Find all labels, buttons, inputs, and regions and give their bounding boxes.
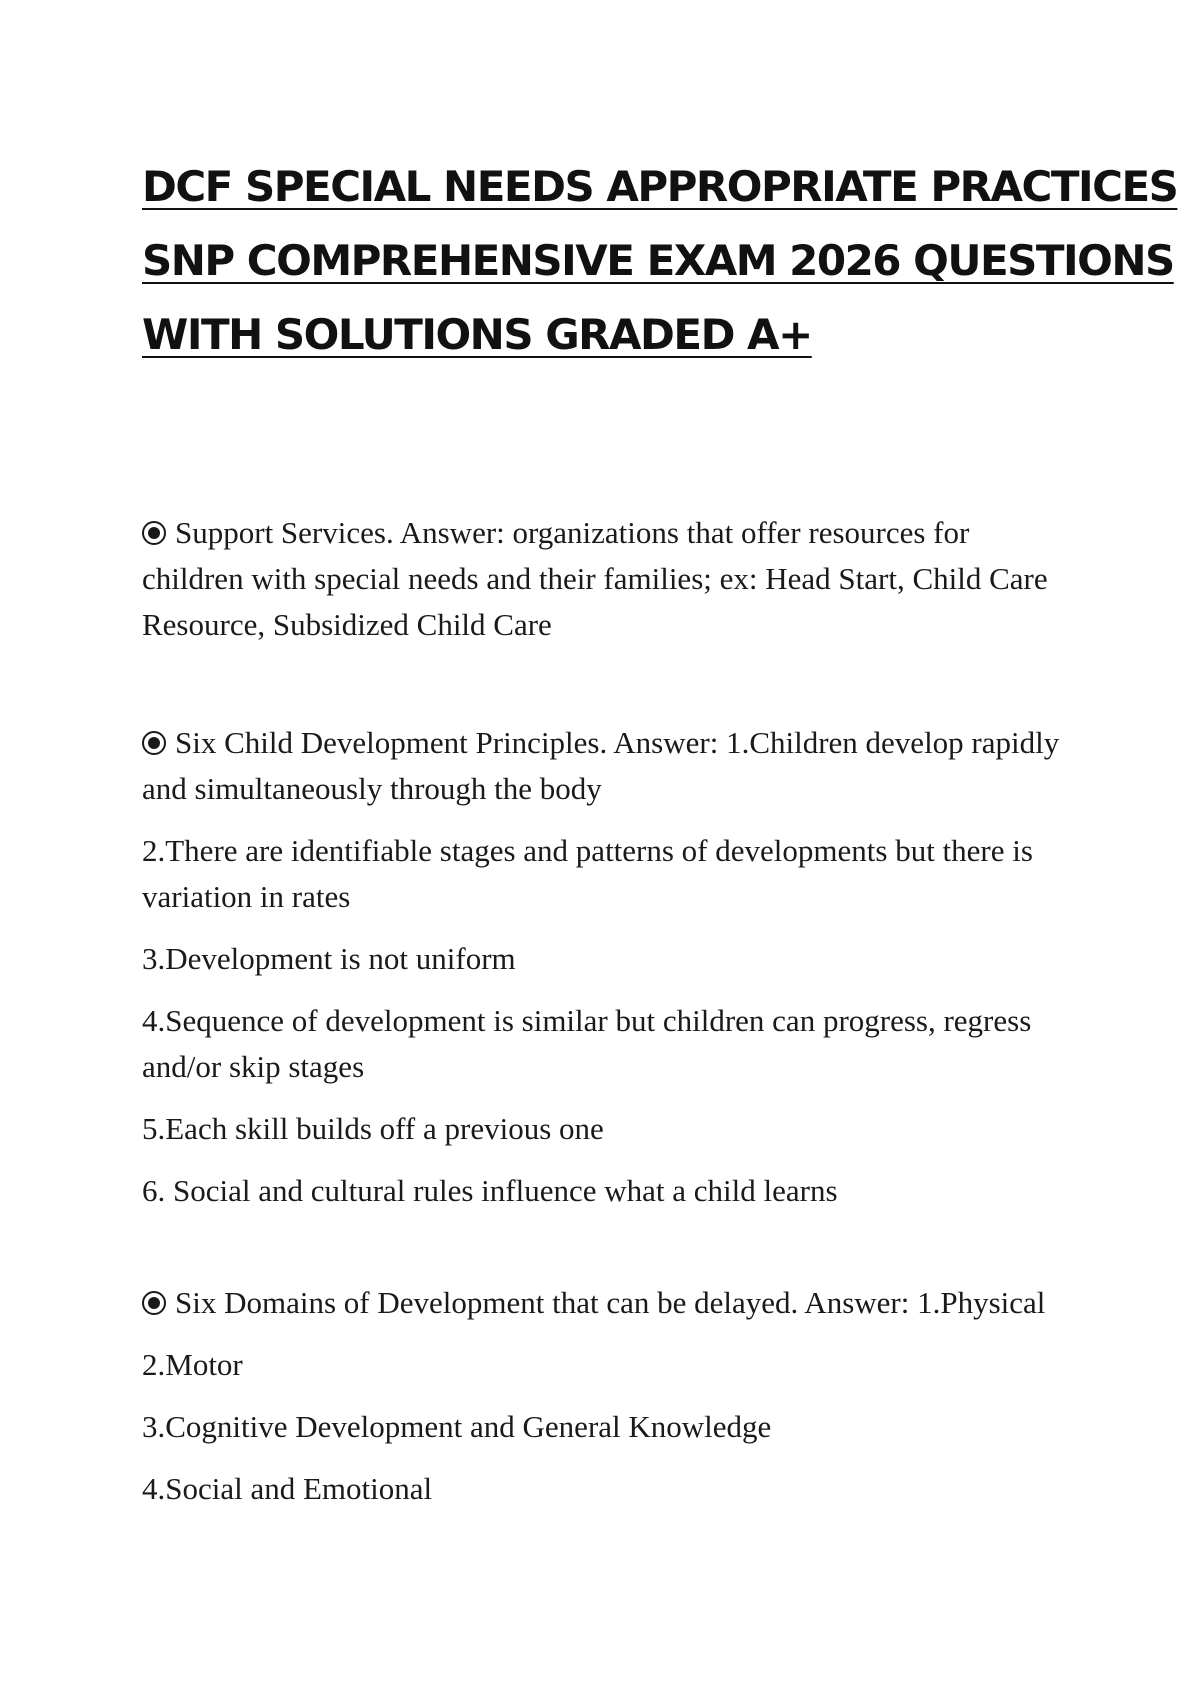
radio-bullet-icon [142,731,166,755]
qa-question-text: Six Child Development Principles. Answer: 1.Children develop rapidly and simultaneously through the body [142,725,1060,806]
answer-point: 6. Social and cultural rules influence what a child learns [142,1173,838,1208]
answer-point: 4.Social and Emotional [142,1471,433,1506]
answer-point: 2.There are identifiable stages and patterns of developments but there is variation in rates [142,833,1033,914]
qa-question-paragraph [142,1280,1062,1326]
qa-item-development-domains [142,1280,1062,1512]
qa-question-text: Six Domains of Development that can be delayed. Answer: 1.Physical [175,1285,1046,1320]
document-title [142,150,1178,372]
answer-point: 5.Each skill builds off a previous one [142,1111,604,1146]
radio-bullet-icon [142,521,166,545]
answer-point: 3.Development is not uniform [142,941,516,976]
qa-question-paragraph [142,720,1062,812]
title-line-3: WITH SOLUTIONS GRADED A+ [142,310,812,359]
answer-point: 4.Sequence of development is similar but children can progress, regress and/or skip stages [142,1003,1032,1084]
qa-item-support-services [142,510,1062,648]
document-page [142,150,1178,1584]
answer-point: 3.Cognitive Development and General Knowledge [142,1409,772,1444]
title-line-1: DCF SPECIAL NEEDS APPROPRIATE PRACTICES [142,162,1178,211]
qa-question-paragraph [142,510,1062,648]
title-line-2: SNP COMPREHENSIVE EXAM 2026 QUESTIONS [142,236,1174,285]
answer-point: 2.Motor [142,1347,243,1382]
qa-question-text: Support Services. Answer: organizations that offer resources for children with special needs and their families; ex: Head Start, Child Care Resource, Subsidized Child Care [142,515,1048,642]
radio-bullet-icon [142,1291,166,1315]
qa-item-development-principles [142,720,1062,1214]
qa-list [142,510,1062,1512]
